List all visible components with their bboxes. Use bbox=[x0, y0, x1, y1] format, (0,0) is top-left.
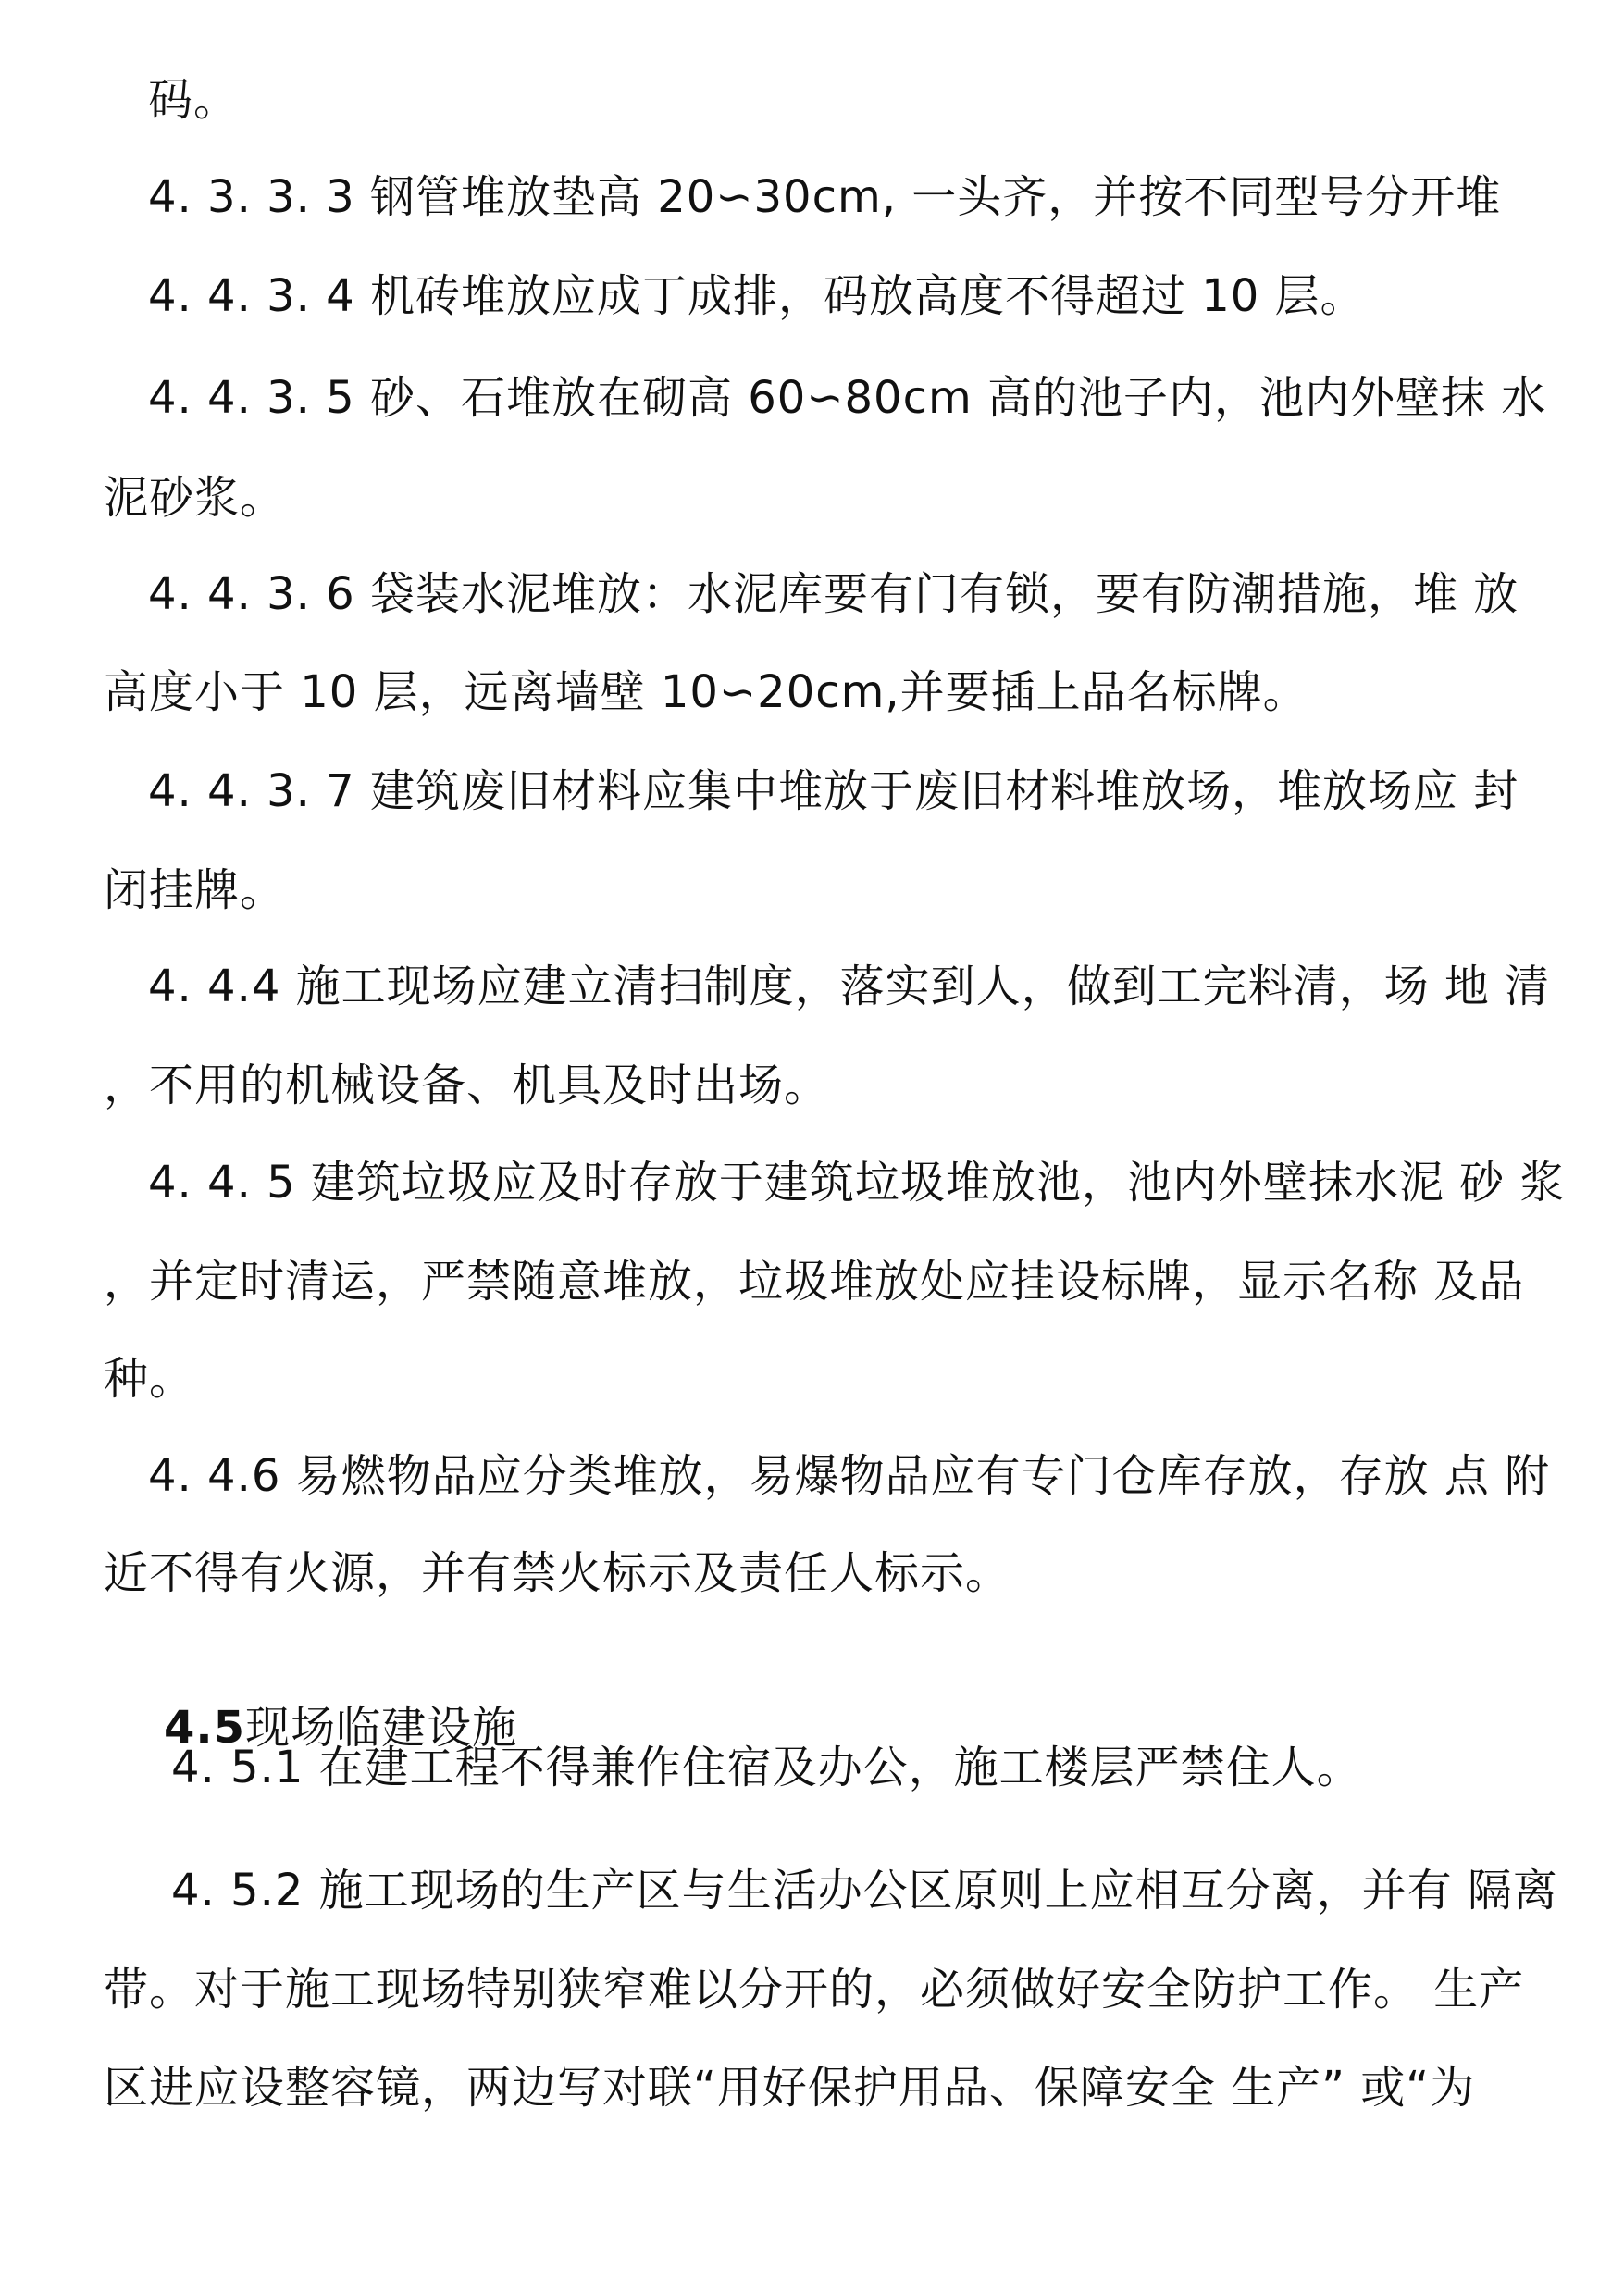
text-line: 4. 4.6 易燃物品应分类堆放，易爆物品应有专门仓库存放，存放 点 附 bbox=[148, 1450, 1551, 1502]
section-heading bbox=[104, 1644, 518, 1754]
text-line: 码。 bbox=[148, 74, 240, 126]
text-line: 4. 4.4 施工现场应建立清扫制度，落实到人，做到工完料清，场 地 清 bbox=[148, 961, 1551, 1012]
text-line: 4. 4. 3. 6 袋装水泥堆放：水泥库要有门有锁，要有防潮措施，堆 放 bbox=[148, 568, 1519, 620]
text-line: 4. 4. 3. 4 机砖堆放应成丁成排，码放高度不得超过 10 层。 bbox=[148, 270, 1366, 322]
text-line: 4. 5.1 在建工程不得兼作住宿及办公，施工楼层严禁住人。 bbox=[171, 1742, 1362, 1793]
text-line: 区进应设整容镜，两边写对联“用好保护用品、保障安全 生产” 或“为 bbox=[104, 2062, 1476, 2114]
text-line: 4. 3. 3. 3 钢管堆放垫高 20∽30cm, 一头齐，并按不同型号分开堆 bbox=[148, 171, 1502, 223]
text-line: 泥砂浆。 bbox=[104, 472, 286, 524]
text-line: ，不用的机械设备、机具及时出场。 bbox=[104, 1060, 830, 1111]
text-line: 4. 5.2 施工现场的生产区与生活办公区原则上应相互分离，并有 隔离 bbox=[171, 1865, 1558, 1917]
text-line: 4. 4. 5 建筑垃圾应及时存放于建筑垃圾堆放池，池内外壁抹水泥 砂 浆 bbox=[148, 1157, 1566, 1209]
text-line: 高度小于 10 层，远离墙壁 10∽20cm,并要插上品名标牌。 bbox=[104, 666, 1308, 718]
text-line: 闭挂牌。 bbox=[104, 864, 286, 916]
section-title: 现场临建设施 bbox=[245, 1702, 518, 1754]
text-line: 近不得有火源，并有禁火标示及责任人标示。 bbox=[104, 1547, 1011, 1599]
text-line: 种。 bbox=[104, 1353, 195, 1405]
text-line: 4. 4. 3. 5 砂、石堆放在砌高 60∽80cm 高的池子内，池内外壁抹 水 bbox=[148, 372, 1547, 424]
text-line: 4. 4. 3. 7 建筑废旧材料应集中堆放于废旧材料堆放场，堆放场应 封 bbox=[148, 765, 1519, 817]
text-line: ，并定时清运，严禁随意堆放，垃圾堆放处应挂设标牌，显示名称 及品 bbox=[104, 1256, 1525, 1308]
section-number: 4.5 bbox=[164, 1702, 246, 1754]
text-line: 带。对于施工现场特别狭窄难以分开的，必须做好安全防护工作。 生产 bbox=[104, 1964, 1525, 2016]
